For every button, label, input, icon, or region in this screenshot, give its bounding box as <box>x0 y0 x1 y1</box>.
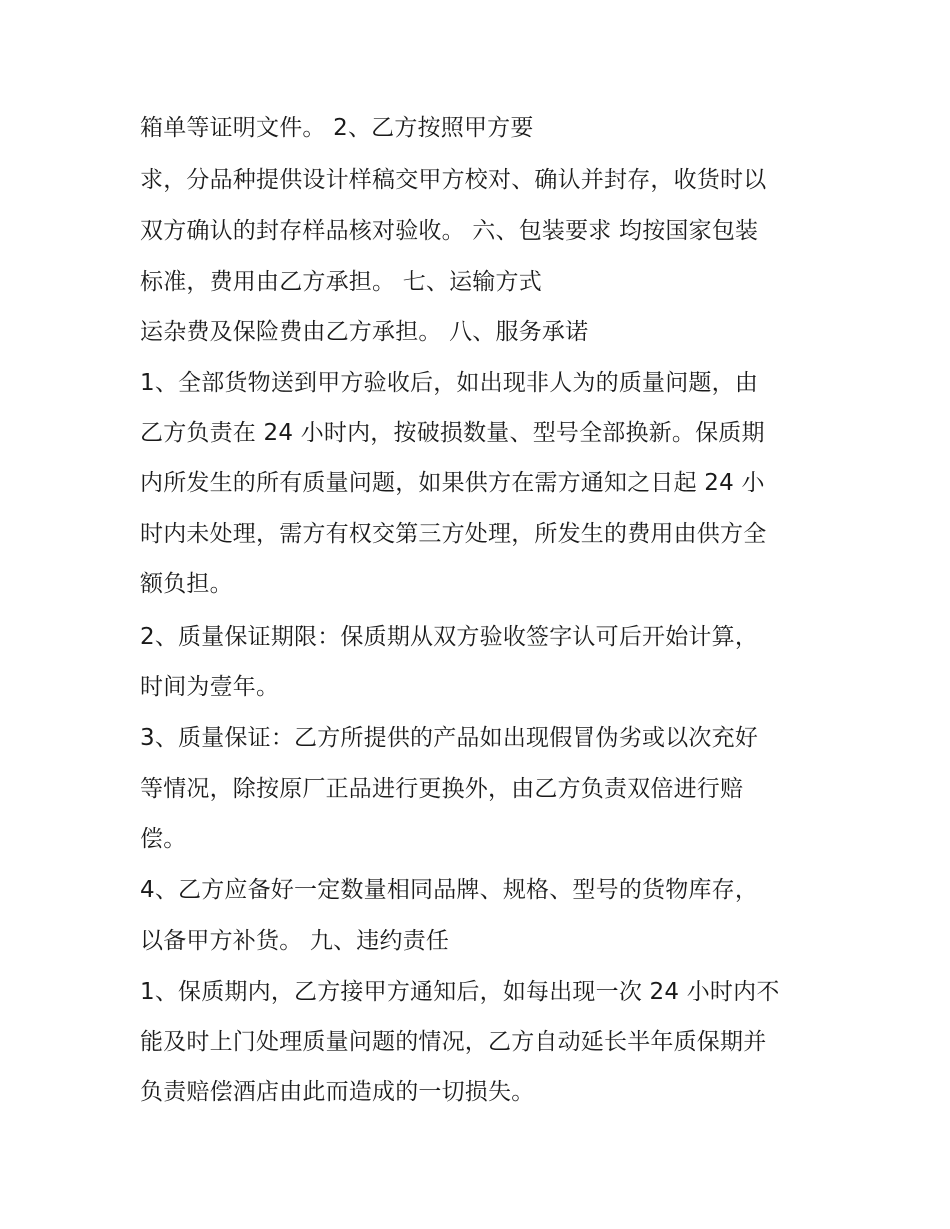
text-line-16: 4、乙方应备好一定数量相同品牌、规格、型号的货物库存， <box>140 877 759 903</box>
text-line-19: 能及时上门处理质量问题的情况，乙方自动延长半年质保期并 <box>140 1029 767 1055</box>
text-line-9: 时内未处理，需方有权交第三方处理，所发生的费用由供方全 <box>140 521 767 547</box>
text-line-18: 1、保质期内，乙方接甲方通知后，如每出现一次 24 小时内不 <box>140 979 780 1005</box>
text-line-10: 额负担。 <box>140 571 233 597</box>
text-line-8: 内所发生的所有质量问题，如果供方在需方通知之日起 24 小 <box>140 470 765 496</box>
text-line-17: 以备甲方补货。 九、违约责任 <box>140 928 450 954</box>
text-line-5: 运杂费及保险费由乙方承担。 八、服务承诺 <box>140 319 589 345</box>
text-line-14: 等情况，除按原厂正品进行更换外，由乙方负责双倍进行赔 <box>140 776 744 802</box>
text-line-15: 偿。 <box>140 826 187 852</box>
text-line-4: 标准，费用由乙方承担。 七、运输方式 <box>140 269 542 295</box>
text-line-12: 时间为壹年。 <box>140 674 280 700</box>
text-line-11: 2、质量保证期限：保质期从双方验收签字认可后开始计算， <box>140 624 759 650</box>
text-line-7: 乙方负责在 24 小时内，按破损数量、型号全部换新。保质期 <box>140 420 765 446</box>
text-line-1: 箱单等证明文件。 2、乙方按照甲方要 <box>140 115 534 141</box>
text-line-2: 求，分品种提供设计样稿交甲方校对、确认并封存，收货时以 <box>140 167 767 193</box>
text-line-3: 双方确认的封存样品核对验收。 六、包装要求 均按国家包装 <box>140 218 759 244</box>
text-line-6: 1、全部货物送到甲方验收后，如出现非人为的质量问题，由 <box>140 370 759 396</box>
text-line-13: 3、质量保证：乙方所提供的产品如出现假冒伪劣或以次充好 <box>140 725 759 751</box>
text-line-20: 负责赔偿酒店由此而造成的一切损失。 <box>140 1079 535 1105</box>
